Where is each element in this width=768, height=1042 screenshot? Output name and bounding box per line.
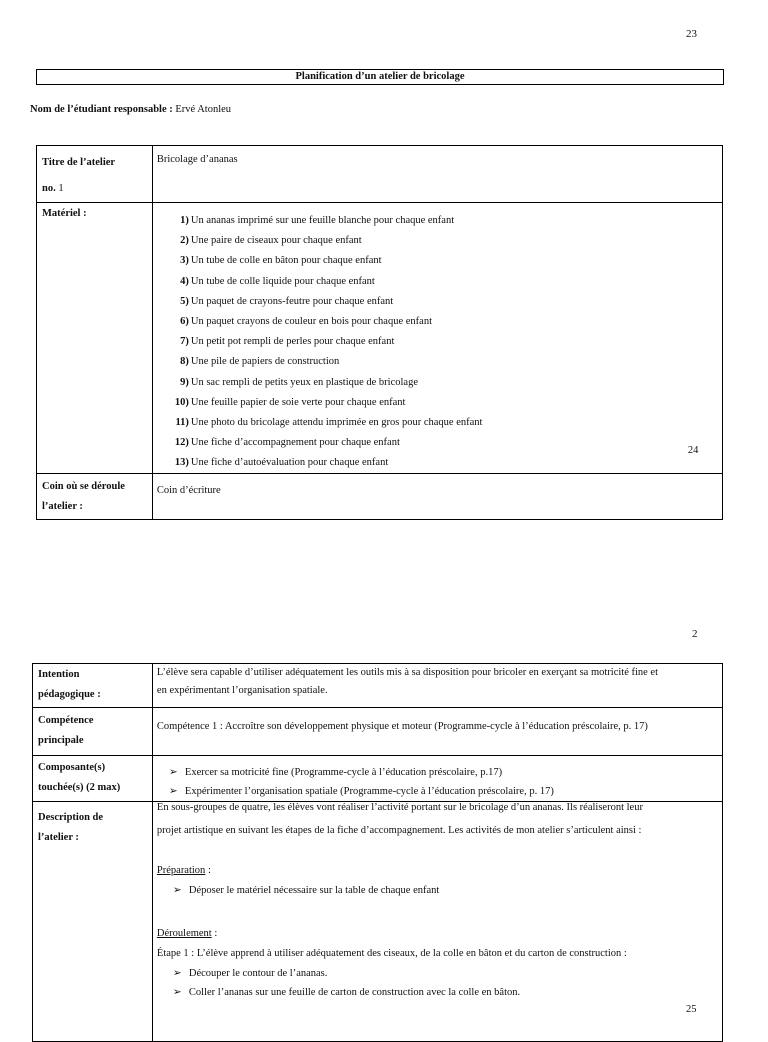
materiel-label: Matériel : xyxy=(42,208,87,219)
materiel-item xyxy=(171,373,722,393)
description-text-2: projet artistique en suivant les étapes de la fiche d’accompagnement. Les activités de mon atelier s’articulent ainsi : xyxy=(156,825,642,836)
materiel-list xyxy=(153,203,722,473)
titre-value-cell xyxy=(152,146,722,203)
materiel-item-text: Un tube de colle en bâton pour chaque enfant xyxy=(190,255,382,267)
materiel-item-number: 3) xyxy=(180,255,189,267)
composantes-cell xyxy=(152,756,722,802)
coin-value: Coin d’écriture xyxy=(156,485,221,497)
competence-label-cell xyxy=(33,708,153,756)
materiel-item-number: 5) xyxy=(180,295,189,307)
materiel-item-number: 4) xyxy=(180,275,189,287)
margin-number-25: 25 xyxy=(686,1004,697,1015)
titre-label-cell xyxy=(37,146,153,203)
materiel-item-text: Un petit pot rempli de perles pour chaque enfant xyxy=(190,336,395,348)
arrow-list-text: Coller l’ananas sur une feuille de carton de construction avec la colle en bâton. xyxy=(188,987,521,998)
coin-label-1: Coin où se déroule xyxy=(42,481,125,493)
coin-label-cell xyxy=(37,474,153,520)
titre-label: Titre de l’atelier xyxy=(42,157,116,168)
materiel-list-cell xyxy=(152,203,722,474)
materiel-item-number: 7) xyxy=(180,336,189,348)
description-cell xyxy=(152,802,722,1042)
competence-text: Compétence 1 : Accroître son développement physique et moteur (Programme-cycle à l’éducation préscolaire, p. 17) xyxy=(156,721,648,732)
competence-text-cell xyxy=(152,708,722,756)
preparation-list xyxy=(157,881,722,900)
titre-value: Bricolage d’ananas xyxy=(156,154,238,165)
materiel-item-number: 1) xyxy=(180,215,189,226)
materiel-item xyxy=(171,251,722,271)
intention-text-2: en expérimentant l’organisation spatiale. xyxy=(156,685,328,696)
materiel-item-number: 11) xyxy=(175,416,189,428)
materiel-item-number: 6) xyxy=(180,315,189,327)
description-label-cell xyxy=(33,802,153,1042)
page-number-top: 23 xyxy=(686,28,697,40)
titre-no-value: 1 xyxy=(55,183,64,194)
arrow-list-text: Découper le contour de l’ananas. xyxy=(188,968,328,979)
intention-label-1: Intention xyxy=(38,669,80,680)
coin-value-cell xyxy=(152,474,722,520)
deroulement-title: Déroulement xyxy=(156,928,212,939)
arrow-bullet-icon: ➢ xyxy=(172,885,182,896)
deroulement-heading xyxy=(157,924,722,944)
materiel-item-number: 13) xyxy=(174,457,189,469)
arrow-list-item xyxy=(173,881,722,900)
arrow-list-text: Déposer le matériel nécessaire sur la table de chaque enfant xyxy=(188,885,440,896)
materiel-item xyxy=(171,433,722,453)
materiel-item xyxy=(171,292,722,312)
materiel-item-text: Une photo du bricolage attendu imprimée en gros pour chaque enfant xyxy=(190,416,483,428)
materiel-item xyxy=(171,393,722,413)
composantes-label-2: touchée(s) (2 max) xyxy=(38,782,121,793)
workshop-table xyxy=(36,145,723,520)
titre-no xyxy=(37,183,152,194)
intention-label-cell xyxy=(33,664,153,708)
materiel-item-text: Une fiche d’autoévaluation pour chaque enfant xyxy=(190,457,389,469)
arrow-list-text: Exercer sa motricité fine (Programme-cycle à l’éducation préscolaire, p.17) xyxy=(184,767,503,778)
details-table xyxy=(32,663,723,1042)
materiel-item xyxy=(171,211,722,231)
arrow-bullet-icon: ➢ xyxy=(172,987,182,998)
row-composantes xyxy=(33,756,723,802)
competence-label-1: Compétence xyxy=(38,715,94,726)
composantes-label-1: Composante(s) xyxy=(38,762,106,773)
margin-number-24: 24 xyxy=(687,445,699,457)
row-materiel xyxy=(37,203,723,474)
materiel-item xyxy=(171,231,722,251)
arrow-bullet-icon: ➢ xyxy=(168,786,178,797)
preparation-suffix: : xyxy=(205,865,211,876)
intention-text-1: L’élève sera capable d’utiliser adéquatement les outils mis à sa disposition pour bricoler en exerçant sa motricité fine et xyxy=(156,667,659,678)
materiel-item xyxy=(171,332,722,352)
materiel-item-number: 8) xyxy=(180,356,189,368)
student-label: Nom de l’étudiant responsable : xyxy=(30,104,173,115)
intention-text-cell xyxy=(152,664,722,708)
preparation-heading xyxy=(157,861,722,881)
row-intention xyxy=(33,664,723,708)
arrow-list-item xyxy=(173,983,722,1002)
row-coin xyxy=(37,474,723,520)
materiel-item xyxy=(171,312,722,332)
materiel-item-number: 10) xyxy=(174,396,189,408)
materiel-item-text: Une feuille papier de soie verte pour chaque enfant xyxy=(190,396,406,408)
materiel-item xyxy=(171,352,722,372)
materiel-item-text: Un paquet de crayons-feutre pour chaque enfant xyxy=(190,295,394,307)
document-title: Planification d’un atelier de bricolage xyxy=(36,69,724,85)
preparation-title: Préparation xyxy=(156,865,206,876)
arrow-list-item xyxy=(173,964,722,983)
description-label-1: Description de xyxy=(38,812,104,823)
materiel-item xyxy=(171,272,722,292)
materiel-item xyxy=(171,453,722,473)
materiel-item-number: 2) xyxy=(180,235,189,247)
titre-no-label: no. xyxy=(42,183,56,194)
materiel-label-cell xyxy=(37,203,153,474)
description-text-1: En sous-groupes de quatre, les élèves vont réaliser l’activité portant sur le bricolage d’un ananas. Ils réaliseront leur xyxy=(156,802,643,813)
etape1-list xyxy=(157,964,722,1002)
materiel-item-text: Un sac rempli de petits yeux en plastique de bricolage xyxy=(190,376,418,388)
arrow-bullet-icon: ➢ xyxy=(172,968,182,979)
student-name: Ervé Atonleu xyxy=(172,104,232,115)
intention-label-2: pédagogique : xyxy=(38,689,101,700)
page-number-second: 2 xyxy=(692,628,698,640)
materiel-item-text: Un ananas imprimé sur une feuille blanche pour chaque enfant xyxy=(190,215,455,226)
materiel-item-text: Un tube de colle liquide pour chaque enfant xyxy=(190,275,375,287)
materiel-item xyxy=(171,413,722,433)
materiel-item-text: Une paire de ciseaux pour chaque enfant xyxy=(190,235,362,247)
deroulement-suffix: : xyxy=(211,928,218,939)
row-description xyxy=(33,802,723,1042)
competence-label-2: principale xyxy=(38,735,84,746)
row-competence xyxy=(33,708,723,756)
materiel-item-number: 9) xyxy=(180,376,189,388)
composantes-label-cell xyxy=(33,756,153,802)
materiel-item-number: 12) xyxy=(174,437,189,449)
etape1-text: Étape 1 : L’élève apprend à utiliser adéquatement des ciseaux, de la colle en bâton et du carton de construction : xyxy=(156,948,627,959)
arrow-list-item xyxy=(169,763,722,782)
arrow-bullet-icon: ➢ xyxy=(168,767,178,778)
composantes-list xyxy=(153,756,722,801)
materiel-item-text: Une fiche d’accompagnement pour chaque enfant xyxy=(190,437,400,449)
arrow-list-text: Expérimenter l’organisation spatiale (Programme-cycle à l’éducation préscolaire, p. 17) xyxy=(184,786,554,797)
materiel-item-text: Un paquet crayons de couleur en bois pour chaque enfant xyxy=(190,315,432,327)
coin-label-2: l’atelier : xyxy=(42,501,83,513)
student-line xyxy=(30,104,231,115)
row-titre xyxy=(37,146,723,203)
materiel-item-text: Une pile de papiers de construction xyxy=(190,356,340,368)
description-label-2: l’atelier : xyxy=(38,832,79,843)
